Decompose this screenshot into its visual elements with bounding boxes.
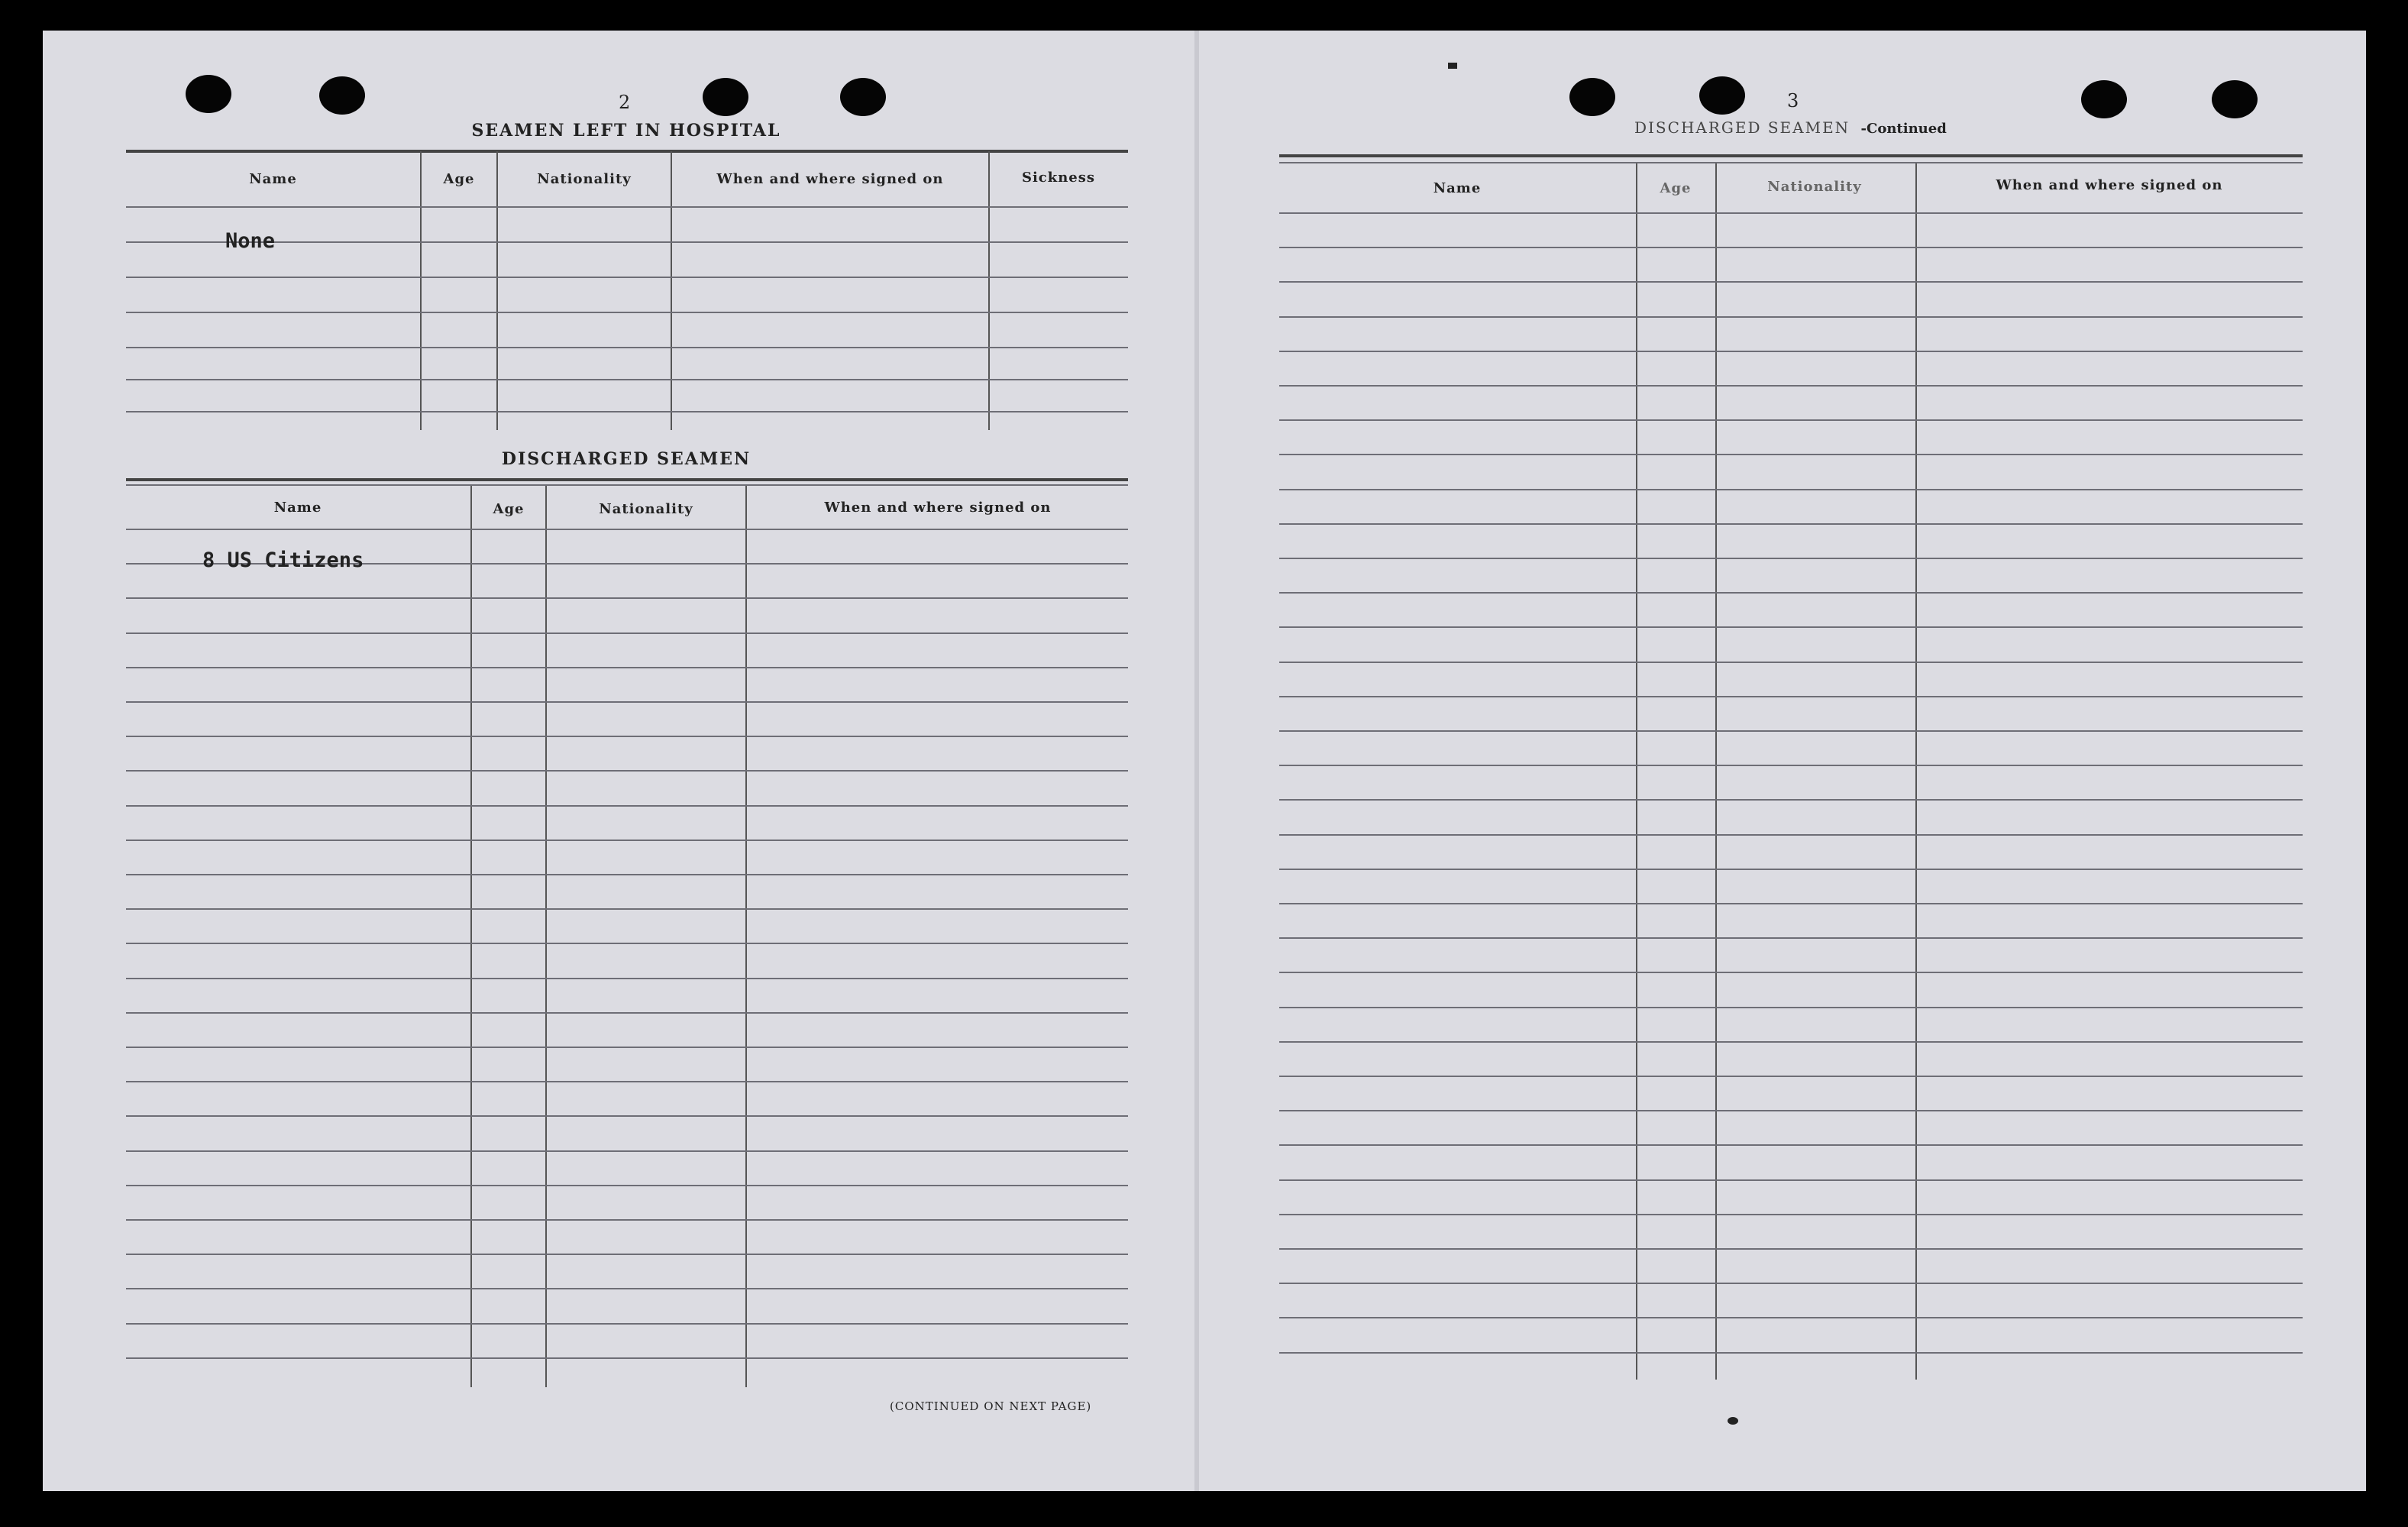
- row-rule: [1279, 523, 2303, 525]
- row-rule: [126, 347, 1128, 348]
- section-title-suffix: -Continued: [1860, 121, 1947, 137]
- row-rule: [126, 597, 1128, 599]
- row-rule: [1279, 1041, 2303, 1043]
- row-rule: [1279, 1248, 2303, 1250]
- row-rule: [126, 1254, 1128, 1255]
- row-rule: [1279, 1214, 2303, 1215]
- column-divider: [420, 151, 422, 430]
- page-number: 3: [1787, 90, 1800, 112]
- row-rule: [126, 1323, 1128, 1325]
- column-header-name: Name: [1433, 180, 1482, 196]
- row-rule: [126, 206, 1128, 208]
- section-title-text: DISCHARGED SEAMEN: [1634, 118, 1850, 137]
- row-rule: [1279, 1110, 2303, 1111]
- row-rule: [1279, 592, 2303, 594]
- row-rule: [126, 632, 1128, 634]
- section-title: SEAMEN LEFT IN HOSPITAL: [471, 121, 781, 141]
- row-rule: [126, 978, 1128, 979]
- row-rule: [1279, 558, 2303, 559]
- column-header-nationality: Nationality: [599, 501, 693, 517]
- page-fold: [1194, 31, 1199, 1491]
- table-top-rule: [126, 150, 1128, 153]
- table-top-rule: [126, 484, 1128, 486]
- row-rule: [1279, 696, 2303, 697]
- row-rule: [1279, 316, 2303, 318]
- row-rule: [1279, 351, 2303, 352]
- document-sheet: [43, 31, 2366, 1491]
- row-rule: [126, 1115, 1128, 1117]
- row-rule: [126, 1357, 1128, 1359]
- row-rule: [1279, 1352, 2303, 1354]
- column-divider: [470, 486, 472, 1387]
- row-rule: [126, 1012, 1128, 1014]
- row-rule: [126, 1150, 1128, 1152]
- column-header-signed-on: When and where signed on: [716, 171, 944, 187]
- hospital-entry: None: [225, 229, 276, 253]
- column-divider: [988, 151, 990, 430]
- row-rule: [126, 529, 1128, 530]
- row-rule: [1279, 247, 2303, 248]
- row-rule: [126, 908, 1128, 910]
- row-rule: [1279, 972, 2303, 973]
- section-title: DISCHARGED SEAMEN: [501, 449, 751, 469]
- row-rule: [1279, 1283, 2303, 1284]
- row-rule: [126, 312, 1128, 313]
- ink-mark: [1448, 63, 1457, 69]
- row-rule: [126, 736, 1128, 737]
- column-divider: [496, 151, 498, 430]
- row-rule: [126, 667, 1128, 668]
- row-rule: [126, 1081, 1128, 1082]
- row-rule: [1279, 1179, 2303, 1181]
- row-rule: [126, 943, 1128, 944]
- row-rule: [126, 379, 1128, 380]
- row-rule: [126, 770, 1128, 772]
- row-rule: [1279, 454, 2303, 455]
- row-rule: [126, 1047, 1128, 1048]
- punch-hole: [1569, 78, 1615, 116]
- column-divider: [671, 151, 672, 430]
- row-rule: [1279, 937, 2303, 939]
- row-rule: [126, 1185, 1128, 1186]
- row-rule: [1279, 799, 2303, 801]
- row-rule: [126, 1219, 1128, 1221]
- punch-hole: [1699, 76, 1745, 115]
- row-rule: [1279, 385, 2303, 387]
- column-header-age: Age: [443, 171, 475, 187]
- row-rule: [1279, 281, 2303, 283]
- punch-hole: [840, 78, 886, 116]
- section-title: [1634, 118, 2001, 137]
- row-rule: [126, 840, 1128, 841]
- row-rule: [1279, 1076, 2303, 1077]
- punch-hole: [2081, 80, 2127, 118]
- column-divider: [1715, 163, 1717, 1380]
- row-rule: [1279, 662, 2303, 663]
- column-header-signed-on: When and where signed on: [824, 500, 1052, 516]
- continued-footer: (CONTINUED ON NEXT PAGE): [890, 1399, 1092, 1413]
- row-rule: [1279, 730, 2303, 732]
- column-header-sickness: Sickness: [1021, 170, 1096, 186]
- punch-hole: [319, 76, 365, 115]
- row-rule: [1279, 834, 2303, 836]
- punch-hole: [703, 78, 748, 116]
- column-header-age: Age: [1660, 180, 1692, 196]
- row-rule: [1279, 765, 2303, 766]
- row-rule: [126, 701, 1128, 703]
- column-header-signed-on: When and where signed on: [1996, 177, 2223, 193]
- column-header-name: Name: [249, 171, 297, 187]
- column-header-nationality: Nationality: [537, 171, 632, 187]
- row-rule: [126, 411, 1128, 412]
- table-top-rule: [1279, 162, 2303, 163]
- row-rule: [1279, 869, 2303, 870]
- row-rule: [1279, 903, 2303, 904]
- row-rule: [1279, 1007, 2303, 1008]
- page-number: 2: [619, 92, 632, 113]
- column-header-nationality: Nationality: [1767, 179, 1862, 195]
- discharged-entry: 8 US Citizens: [202, 548, 364, 572]
- table-top-rule: [126, 478, 1128, 481]
- column-divider: [1915, 163, 1917, 1380]
- row-rule: [1279, 1317, 2303, 1318]
- row-rule: [126, 1288, 1128, 1289]
- row-rule: [1279, 489, 2303, 490]
- ink-mark: [1728, 1417, 1738, 1425]
- row-rule: [126, 874, 1128, 875]
- table-top-rule: [1279, 154, 2303, 157]
- row-rule: [126, 277, 1128, 278]
- column-divider: [545, 486, 547, 1387]
- punch-hole: [2212, 80, 2258, 118]
- row-rule: [1279, 419, 2303, 421]
- column-divider: [745, 486, 747, 1387]
- column-header-name: Name: [273, 500, 322, 516]
- row-rule: [1279, 212, 2303, 214]
- row-rule: [126, 805, 1128, 807]
- column-header-age: Age: [493, 501, 525, 517]
- row-rule: [1279, 1144, 2303, 1146]
- punch-hole: [186, 75, 231, 113]
- row-rule: [126, 241, 1128, 243]
- column-divider: [1636, 163, 1637, 1380]
- row-rule: [1279, 626, 2303, 628]
